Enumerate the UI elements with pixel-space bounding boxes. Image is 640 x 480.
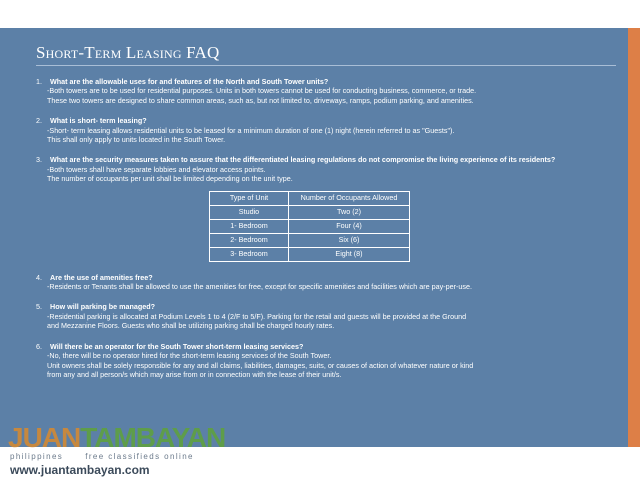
table-row: [210, 219, 410, 233]
faq-answer-line: -No, there will be no operator hired for the short-term leasing services of the South Tower.: [47, 351, 332, 361]
page-title: Short-Term Leasing FAQ: [36, 43, 220, 62]
occupancy-table: [209, 191, 410, 262]
watermark-logo-part: TAMBAYAN: [80, 422, 226, 453]
faq-answer-line: These two towers are designed to share common areas, such as, but not limited to, driveways, ramps, podium parking, and amenities.: [47, 95, 474, 105]
faq-number: 4.: [36, 272, 42, 282]
table-cell: 3- Bedroom: [210, 247, 289, 261]
faq-answer-line: -Short- term leasing allows residential units to be leased for a minimum duration of one (1) night (herein referred to as "Guests").: [47, 125, 455, 135]
table-cell: Two (2): [289, 205, 410, 219]
table-row: [210, 205, 410, 219]
faq-item-5: [36, 302, 621, 330]
faq-number: 5.: [36, 302, 42, 312]
faq-answer-line: This shall only apply to units located in the South Tower.: [47, 135, 226, 145]
watermark-logo-part: JUAN: [8, 422, 81, 453]
faq-question: What is short- term leasing?: [50, 116, 147, 126]
faq-list: [36, 77, 621, 390]
faq-number: 3.: [36, 155, 42, 165]
table-header-row: [210, 191, 410, 205]
faq-item-4: [36, 273, 621, 292]
faq-question: Are the use of amenities free?: [50, 272, 153, 282]
faq-question: What are the allowable uses for and features of the North and South Tower units?: [50, 77, 329, 86]
faq-question: Will there be an operator for the South Tower short-term leasing services?: [50, 341, 304, 351]
faq-item-3: [36, 155, 621, 183]
table-row: [210, 233, 410, 247]
watermark-tagline: [10, 452, 194, 461]
faq-answer-line: Unit owners shall be solely responsible for any and all claims, liabilities, damages, suits, or causes of action of whatever nature or kind: [47, 360, 474, 370]
faq-answer-line: from any and all person/s which may arise from or in connection with the lease of their unit/s.: [47, 369, 342, 379]
faq-number: 6.: [36, 341, 42, 351]
table-header: Type of Unit: [210, 191, 289, 205]
watermark-tag-left: philippines: [10, 452, 64, 461]
table-cell: Eight (8): [289, 247, 410, 261]
faq-answer-line: -Residents or Tenants shall be allowed to use the amenities for free, except for specific amenities and facilities which are pay-per-use.: [47, 282, 472, 292]
faq-answer-line: -Both towers are to be used for residential purposes. Units in both towers cannot be used for conducting business, commerce, or trade.: [47, 86, 477, 96]
table-cell: Studio: [210, 205, 289, 219]
faq-item-6: [36, 342, 621, 380]
table-cell: 2- Bedroom: [210, 233, 289, 247]
faq-question: How will parking be managed?: [50, 302, 156, 312]
faq-number: 1.: [36, 77, 42, 86]
faq-number: 2.: [36, 116, 42, 126]
table-cell: Six (6): [289, 233, 410, 247]
faq-answer-line: -Both towers shall have separate lobbies and elevator access points.: [47, 164, 266, 174]
faq-item-2: [36, 116, 621, 144]
watermark-url: www.juantambayan.com: [10, 463, 150, 477]
title-divider: [36, 65, 616, 66]
watermark-tag-right: free classifieds online: [85, 452, 194, 461]
table-header: Number of Occupants Allowed: [289, 191, 410, 205]
table-row: [210, 247, 410, 261]
faq-answer-line: The number of occupants per unit shall be limited depending on the unit type.: [47, 174, 293, 184]
watermark-logo: [8, 422, 225, 454]
faq-question: What are the security measures taken to assure that the differentiated leasing regulations do not compromise the living experience of its residents?: [50, 155, 556, 165]
faq-answer-line: and Mezzanine Floors. Guests who shall be utilizing parking shall be charged hourly rates.: [47, 321, 335, 331]
faq-answer-line: -Residential parking is allocated at Podium Levels 1 to 4 (2/F to 5/F). Parking for the retail and guests will be provided at the Ground: [47, 311, 467, 321]
faq-item-1: [36, 77, 621, 105]
accent-bar: [628, 28, 640, 447]
table-cell: 1- Bedroom: [210, 219, 289, 233]
table-cell: Four (4): [289, 219, 410, 233]
